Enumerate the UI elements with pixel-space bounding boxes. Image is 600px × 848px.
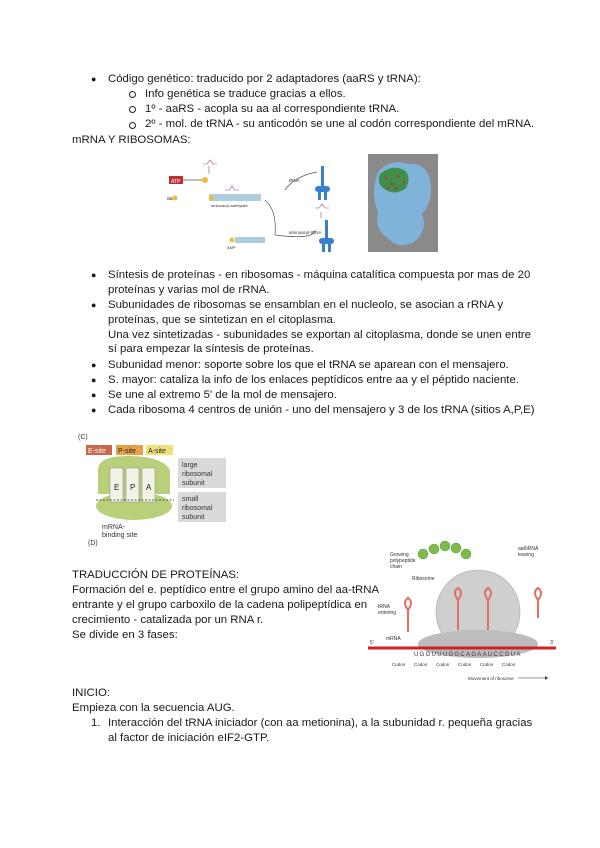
aars-figure — [165, 150, 350, 260]
svg-text:binding site: binding site — [102, 532, 138, 539]
svg-text:aminoacyl-tRNA: aminoacyl-tRNA — [289, 230, 322, 235]
svg-text:aminoacyl-adenylate: aminoacyl-adenylate — [211, 203, 248, 208]
svg-text:Codon: Codon — [414, 662, 428, 667]
svg-text:Codon: Codon — [458, 662, 472, 667]
bullet-text: Síntesis de proteínas - en ribosomas - máquina catalítica compuesta por mas de 20 — [108, 269, 531, 281]
ribosome-sites-figure — [78, 428, 228, 548]
polypeptide-chain — [418, 541, 471, 559]
svg-text:aa6tRNA: aa6tRNA — [518, 546, 539, 552]
svg-text:ribosomal: ribosomal — [182, 505, 213, 512]
svg-text:aa: aa — [167, 196, 173, 202]
svg-text:P-site: P-site — [118, 448, 136, 455]
bullet-text: Subunidad menor: soporte sobre los que el tRNA se aparean con el mensajero. — [108, 359, 509, 371]
svg-text:Movement of ribosome: Movement of ribosome — [468, 676, 514, 681]
sub-bullet-circle — [129, 122, 136, 129]
intro-sub-3: 2º - mol. de tRNA - su anticodón se une al codón correspondiente del mRNA. — [145, 118, 535, 130]
translation-figure — [368, 540, 558, 685]
svg-text:chain: chain — [390, 564, 402, 570]
svg-text:(D): (D) — [88, 540, 98, 547]
svg-text:Ribosome: Ribosome — [412, 576, 435, 582]
sub-bullet-circle — [129, 106, 136, 113]
bullet-dot: ● — [91, 360, 97, 370]
svg-text:Codon: Codon — [502, 662, 516, 667]
aa-dot — [202, 177, 208, 183]
svg-text:(C): (C) — [78, 434, 88, 441]
traduccion-line: crecimiento - catalizada por un RNA r. — [72, 614, 264, 626]
ribosome-structure-image — [368, 154, 438, 252]
intro-sub-2: 1º - aaRS - acopla su aa al correspondiente tRNA. — [145, 103, 400, 115]
svg-text:mRNA: mRNA — [386, 636, 401, 642]
inicio-item-text: al factor de iniciación eIF2-GTP. — [108, 732, 270, 744]
svg-text:Codon: Codon — [480, 662, 494, 667]
section-heading-mrna: mRNA Y RIBOSOMAS: — [72, 134, 191, 146]
svg-text:ATP: ATP — [171, 179, 181, 185]
traduccion-line: Formación del e. peptídico entre el grupo amino del aa-tRNA — [72, 584, 380, 596]
svg-text:5': 5' — [370, 640, 374, 646]
svg-text:mRNA-: mRNA- — [102, 524, 125, 531]
trna-icon-2 — [319, 220, 334, 252]
svg-text:3': 3' — [550, 640, 554, 646]
svg-text:ribosomal: ribosomal — [182, 471, 213, 478]
bullet-text: Se une al extremo 5' de la mol de mensajero. — [108, 389, 337, 401]
svg-text:A: A — [146, 483, 152, 492]
bullet-dot: ● — [91, 405, 97, 415]
svg-text:Growing: Growing — [390, 552, 409, 558]
svg-text:polypeptide: polypeptide — [390, 558, 416, 564]
section-heading-traduccion: TRADUCCIÓN DE PROTEÍNAS: — [72, 569, 240, 581]
adenylate-box — [209, 194, 261, 201]
svg-text:small: small — [182, 496, 199, 503]
bullet-text: S. mayor: cataliza la info de los enlaces peptídicos entre aa y el péptido naciente. — [108, 374, 519, 386]
svg-text:large: large — [182, 462, 198, 469]
bullet-dot: ● — [91, 390, 97, 400]
svg-text:tRNA: tRNA — [289, 178, 300, 183]
svg-text:UGGUUUGGCAGAAUCCGUA: UGGUUUGGCAGAAUCCGUA — [414, 652, 522, 658]
svg-text:P: P — [130, 483, 136, 492]
svg-text:subunit: subunit — [182, 514, 205, 521]
intro-bullet-text: Código genético: traducido por 2 adaptadores (aaRS y tRNA): — [108, 73, 421, 85]
svg-text:subunit: subunit — [182, 480, 205, 487]
svg-text:A-site: A-site — [148, 448, 166, 455]
inicio-item-number: 1. — [91, 717, 101, 729]
bullet-text: sí para empezar la síntesis de proteínas. — [108, 343, 314, 355]
bullet-text: Cada ribosoma 4 centros de unión - uno del mensajero y 3 de los tRNA (sitios A,P,E) — [108, 404, 535, 416]
svg-text:Codon: Codon — [436, 662, 450, 667]
bullet-text: proteínas y varias mol de rRNA. — [108, 284, 270, 296]
bullet-dot: ● — [91, 300, 97, 310]
traduccion-line: entrante y el grupo carboxilo de la cadena polipeptídica en — [72, 599, 368, 611]
bullet-text: Subunidades de ribosomas se ensamblan en el nucleolo, se asocian a rRNA y — [108, 299, 504, 311]
inicio-line: Empieza con la secuencia AUG. — [72, 702, 235, 714]
svg-text:Codon: Codon — [392, 662, 406, 667]
svg-text:entering: entering — [378, 610, 397, 616]
bullet-dot: ● — [91, 74, 97, 84]
sub-bullet-circle — [129, 91, 136, 98]
svg-text:leaving: leaving — [518, 552, 534, 558]
svg-text:E: E — [114, 483, 120, 492]
svg-text:E-site: E-site — [88, 448, 106, 455]
svg-text:AMP: AMP — [227, 245, 236, 250]
bullet-text: Una vez sintetizadas - subunidades se exportan al citoplasma, donde se unen entre — [108, 329, 531, 341]
svg-text:tRNA: tRNA — [378, 604, 390, 610]
traduccion-line: Se divide en 3 fases: — [72, 629, 178, 641]
trna-icon-1 — [315, 166, 330, 200]
inicio-item-text: Interacción del tRNA iniciador (con aa metionina), a la subunidad r. pequeña gracias — [108, 717, 533, 729]
bullet-text: proteínas, que se sintetizan en el citoplasma. — [108, 314, 336, 326]
bullet-dot: ● — [91, 375, 97, 385]
intro-sub-1: Info genética se traduce gracias a ellos. — [145, 88, 346, 100]
bullet-dot: ● — [91, 270, 97, 280]
section-heading-inicio: INICIO: — [72, 687, 110, 699]
